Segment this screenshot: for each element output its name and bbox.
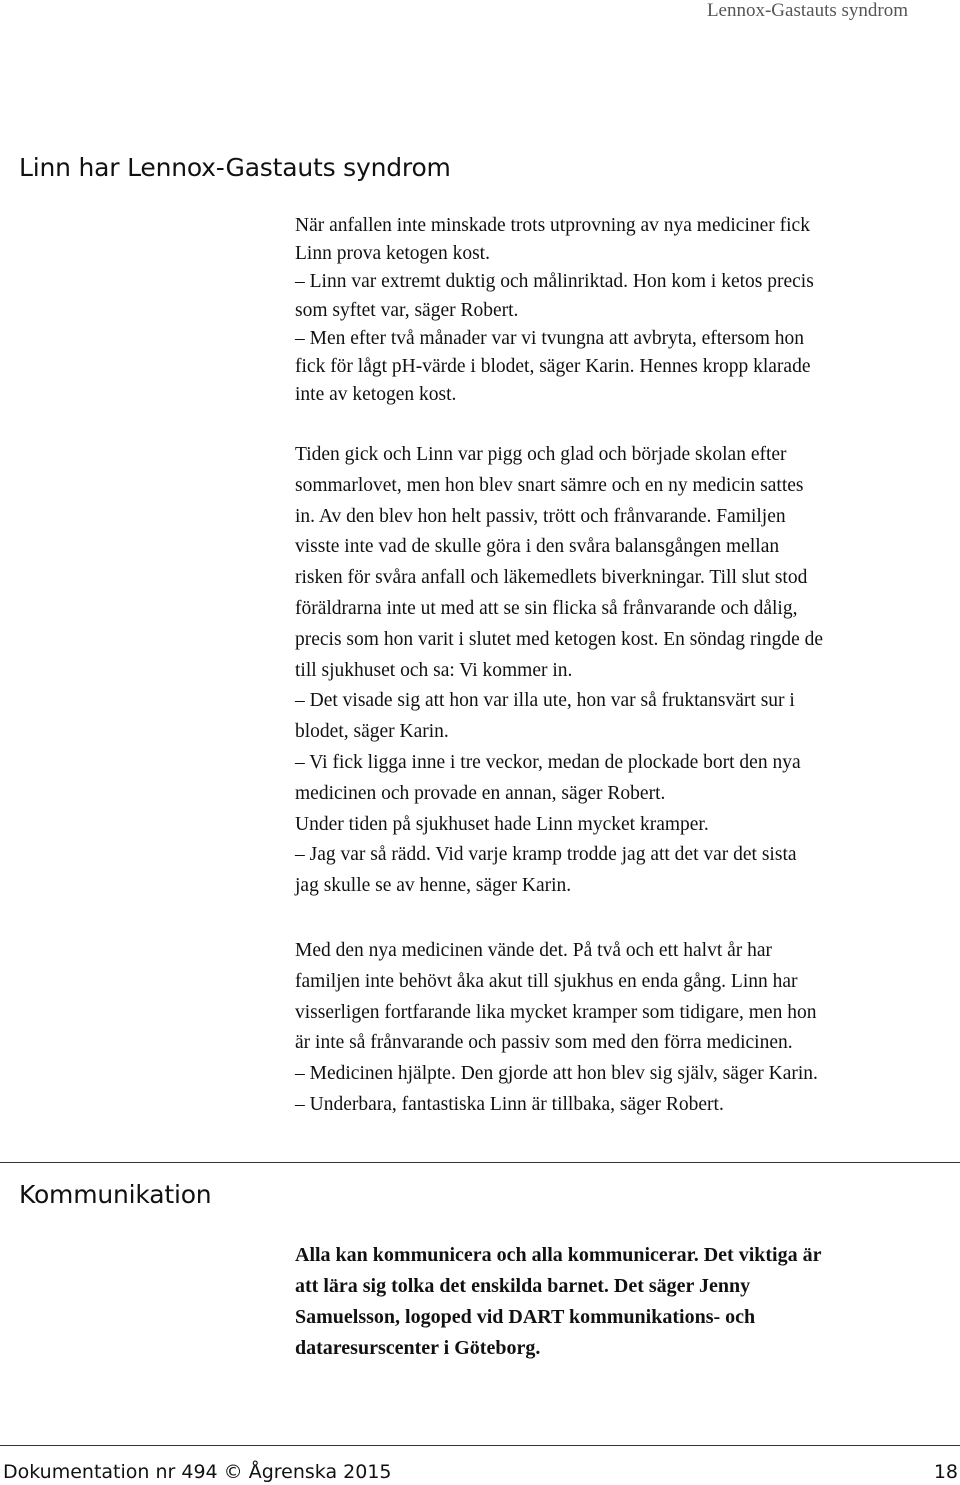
text-line: risken för svåra anfall och läkemedlets biverkningar. Till slut stod [295,567,808,589]
footer-divider [0,1445,960,1446]
text-line: föräldrarna inte ut med att se sin flicka så frånvarande och dålig, [295,597,798,619]
text-line: – Det visade sig att hon var illa ute, hon var så fruktansvärt sur i [295,690,795,712]
text-line: Tiden gick och Linn var pigg och glad och började skolan efter [295,444,787,465]
running-header: Lennox-Gastauts syndrom [706,0,908,21]
text-line: – Linn var extremt duktig och målinriktad. Hon kom i ketos precis [295,271,814,293]
text-line: visserligen fortfarande lika mycket kramper som tidigare, men hon [295,1001,817,1023]
section-heading-kommunikation: Kommunikation [19,1180,212,1209]
paragraph-block-1 [295,212,945,409]
paragraph-block-2 [295,440,945,902]
text-line: jag skulle se av henne, säger Karin. [295,875,572,897]
text-line: Linn prova ketogen kost. [295,243,490,265]
footer-page-number: 18 [933,1461,958,1483]
text-line: som syftet var, säger Robert. [295,299,519,321]
text-line: blodet, säger Karin. [295,721,449,743]
text-line: – Jag var så rädd. Vid varje kramp trodde jag att det var det sista [295,844,797,866]
footer-publication: Dokumentation nr 494 © Ågrenska 2015 [3,1461,392,1483]
text-line: familjen inte behövt åka akut till sjukhus en enda gång. Linn har [295,970,798,992]
text-line: inte av ketogen kost. [295,384,457,406]
text-line: visste inte vad de skulle göra i den svåra balansgången mellan [295,536,780,558]
lead-paragraph [295,1240,935,1364]
text-line: till sjukhuset och sa: Vi kommer in. [295,659,573,681]
text-line: är inte så frånvarande och passiv som med den förra medicinen. [295,1032,793,1054]
text-line: fick för lågt pH-värde i blodet, säger Karin. Hennes kropp klarade [295,356,811,378]
text-line: sommarlovet, men hon blev snart sämre och en ny medicin sattes [295,474,804,496]
text-line: När anfallen inte minskade trots utprovning av nya mediciner fick [295,215,810,236]
text-line: – Underbara, fantastiska Linn är tillbaka, säger Robert. [295,1093,724,1115]
text-line: – Medicinen hjälpte. Den gjorde att hon blev sig själv, säger Karin. [295,1063,818,1085]
text-line: medicinen och provade en annan, säger Robert. [295,782,666,804]
text-line: att lära sig tolka det enskilda barnet. Det säger Jenny [295,1275,751,1297]
text-line: Samuelsson, logoped vid DART kommunikations- och [295,1306,756,1328]
section-divider [0,1162,960,1163]
text-line: – Vi fick ligga inne i tre veckor, medan de plockade bort den nya [295,751,801,773]
text-line: – Men efter två månader var vi tvungna att avbryta, eftersom hon [295,327,804,349]
text-line: Alla kan kommunicera och alla kommunicerar. Det viktiga är [295,1244,822,1266]
text-line: precis som hon varit i slutet med ketogen kost. En söndag ringde de [295,628,824,650]
text-line: dataresurscenter i Göteborg. [295,1337,541,1359]
paragraph-block-3 [295,936,945,1121]
text-line: Med den nya medicinen vände det. På två och ett halvt år har [295,940,773,961]
text-line: in. Av den blev hon helt passiv, trött och frånvarande. Familjen [295,505,786,527]
section-heading-linn: Linn har Lennox-Gastauts syndrom [19,153,451,182]
text-line: Under tiden på sjukhuset hade Linn mycket kramper. [295,813,709,835]
